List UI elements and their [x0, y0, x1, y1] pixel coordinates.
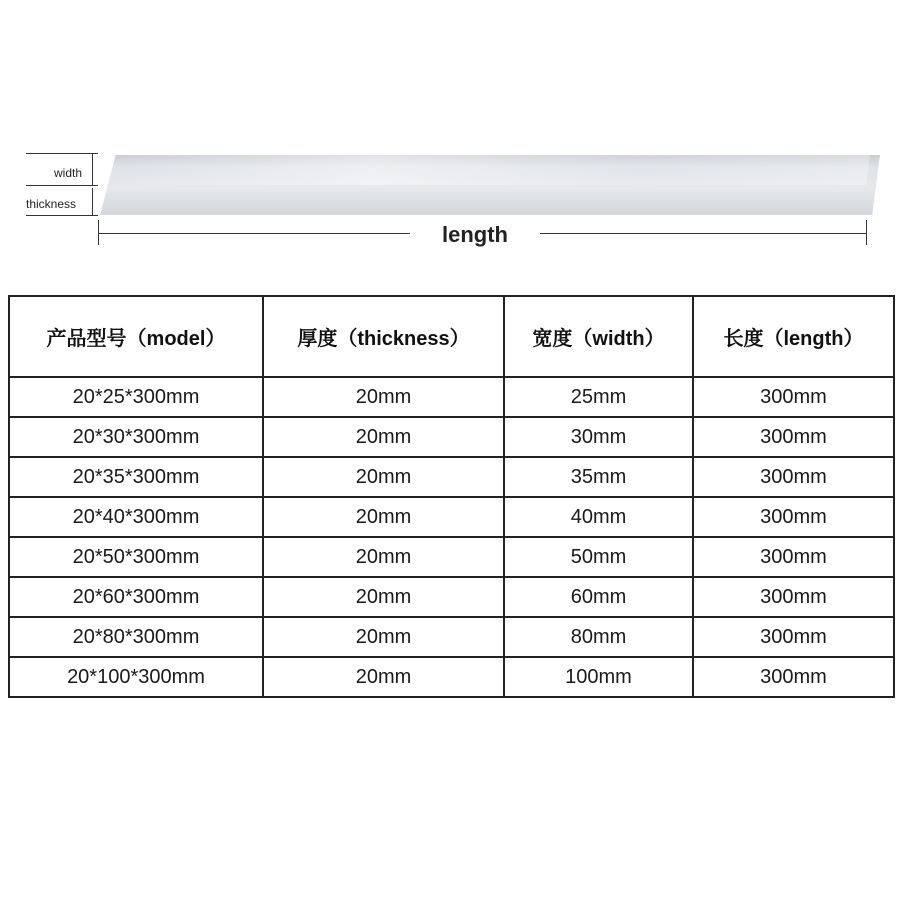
width-arrow-line [92, 153, 93, 185]
table-row [9, 377, 894, 417]
cell-thickness: 20mm [263, 497, 504, 537]
length-right-tick [866, 220, 867, 245]
cell-length: 300mm [693, 497, 894, 537]
cell-length: 300mm [693, 417, 894, 457]
cell-length: 300mm [693, 377, 894, 417]
cell-thickness: 20mm [263, 377, 504, 417]
cell-thickness: 20mm [263, 457, 504, 497]
header-thickness: 厚度（thickness） [263, 296, 504, 377]
thickness-label: thickness [26, 197, 77, 211]
cell-width: 40mm [504, 497, 693, 537]
table-row [9, 617, 894, 657]
cell-width: 30mm [504, 417, 693, 457]
cell-model: 20*60*300mm [9, 577, 263, 617]
thickness-bottom-line [26, 215, 98, 216]
length-label: length [442, 222, 508, 247]
header-model: 产品型号（model） [9, 296, 263, 377]
width-bottom-line [26, 185, 98, 186]
table-row [9, 417, 894, 457]
cell-width: 25mm [504, 377, 693, 417]
width-label: width [54, 166, 83, 180]
cell-width: 50mm [504, 537, 693, 577]
header-length: 长度（length） [693, 296, 894, 377]
table-header-row [9, 296, 894, 377]
cell-length: 300mm [693, 457, 894, 497]
cell-thickness: 20mm [263, 417, 504, 457]
cell-width: 80mm [504, 617, 693, 657]
cell-model: 20*30*300mm [9, 417, 263, 457]
thickness-arrow-line [92, 188, 93, 215]
cell-model: 20*80*300mm [9, 617, 263, 657]
cell-width: 100mm [504, 657, 693, 697]
cell-length: 300mm [693, 617, 894, 657]
cell-width: 35mm [504, 457, 693, 497]
length-left-line [98, 233, 410, 234]
cell-length: 300mm [693, 657, 894, 697]
cell-thickness: 20mm [263, 537, 504, 577]
length-right-line [540, 233, 866, 234]
cell-thickness: 20mm [263, 657, 504, 697]
table-row [9, 457, 894, 497]
cell-model: 20*50*300mm [9, 537, 263, 577]
table-row [9, 577, 894, 617]
cell-thickness: 20mm [263, 577, 504, 617]
table-row [9, 497, 894, 537]
cell-model: 20*35*300mm [9, 457, 263, 497]
cell-model: 20*40*300mm [9, 497, 263, 537]
cell-model: 20*25*300mm [9, 377, 263, 417]
header-width: 宽度（width） [504, 296, 693, 377]
cell-model: 20*100*300mm [9, 657, 263, 697]
cell-thickness: 20mm [263, 617, 504, 657]
product-diagram [0, 0, 900, 260]
width-top-line [26, 153, 98, 154]
spec-table [8, 295, 895, 698]
table-row [9, 657, 894, 697]
steel-bar-highlight [105, 155, 870, 185]
cell-width: 60mm [504, 577, 693, 617]
cell-length: 300mm [693, 537, 894, 577]
table-row [9, 537, 894, 577]
cell-length: 300mm [693, 577, 894, 617]
